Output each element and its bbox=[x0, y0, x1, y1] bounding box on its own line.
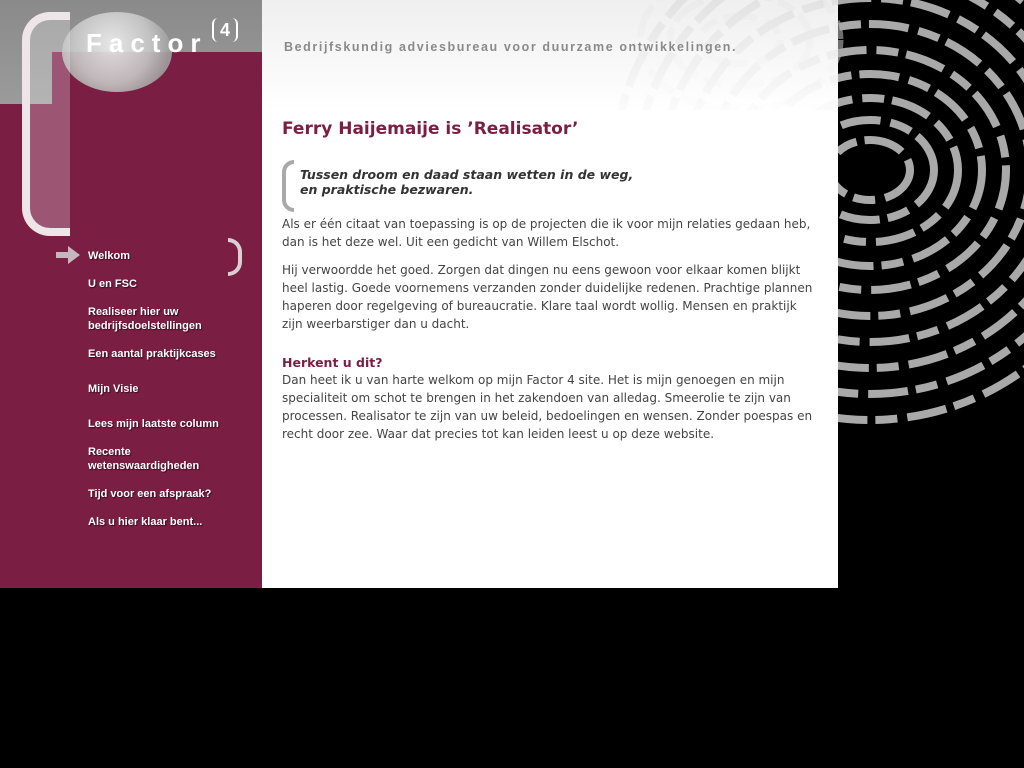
subheading: Herkent u dit? bbox=[282, 355, 383, 370]
quote-bracket bbox=[282, 160, 294, 212]
logo-bracket bbox=[22, 12, 70, 236]
paragraph-1: Als er één citaat van toepassing is op de projecten die ik voor mijn relaties gedaan heb, dan is het deze wel. Uit een gedicht van Willem Elschot. bbox=[282, 217, 811, 249]
sidebar bbox=[0, 0, 262, 588]
page-title: Ferry Haijemaije is ’Realisator’ bbox=[282, 119, 579, 139]
nav-item-mijn-visie[interactable]: Mijn Visie bbox=[88, 383, 139, 395]
quote-line-1: Tussen droom en daad staan wetten in de weg, bbox=[300, 167, 634, 182]
logo-text[interactable]: Factor bbox=[86, 28, 208, 58]
nav-item-u-en-fsc[interactable]: U en FSC bbox=[88, 278, 137, 290]
nav-item-klaar[interactable]: Als u hier klaar bent... bbox=[88, 516, 203, 528]
tagline: Bedrijfskundig adviesbureau voor duurzame ontwikkelingen. bbox=[284, 40, 738, 54]
paragraph-2: Hij verwoordde het goed. Zorgen dat dingen nu eens gewoon voor elkaar komen blijkt heel lastig. Goede voornemens verzanden zonder duidelijke redenen. Prachtige plannen haperen door regelgeving of bureaucratie. Klare taal wordt wollig. Mensen en praktijk zijn weerbarstiger dan u dacht. bbox=[282, 263, 813, 331]
nav-item-praktijkcases[interactable]: Een aantal praktijkcases bbox=[88, 348, 216, 360]
header-band bbox=[262, 0, 838, 110]
paragraph-3: Dan heet ik u van harte welkom op mijn Factor 4 site. Het is mijn genoegen en mijn specialiteit om schot te brengen in het zakendoen van alledag. Smeerolie te zijn van processen. Realisator te zijn van uw beleid, bedoelingen en wensen. Zonder poespas en recht door zee. Waar dat precies tot kan leiden leest u op deze website. bbox=[282, 373, 813, 441]
quote-text bbox=[300, 158, 817, 197]
arrow-right-icon bbox=[56, 246, 80, 264]
logo-superscript: 4 bbox=[212, 18, 238, 42]
nav-item-wetenswaardigheden[interactable]: Recente wetenswaardigheden bbox=[88, 446, 200, 472]
main-content bbox=[282, 118, 817, 453]
nav-item-realiseer[interactable]: Realiseer hier uw bedrijfsdoelstellingen bbox=[88, 306, 202, 332]
nav-item-column[interactable]: Lees mijn laatste column bbox=[88, 418, 219, 430]
quote-line-2: en praktische bezwaren. bbox=[300, 182, 474, 197]
nav-item-welkom[interactable]: Welkom bbox=[88, 250, 130, 262]
nav-item-afspraak[interactable]: Tijd voor een afspraak? bbox=[88, 488, 212, 500]
quote-block bbox=[282, 158, 817, 197]
